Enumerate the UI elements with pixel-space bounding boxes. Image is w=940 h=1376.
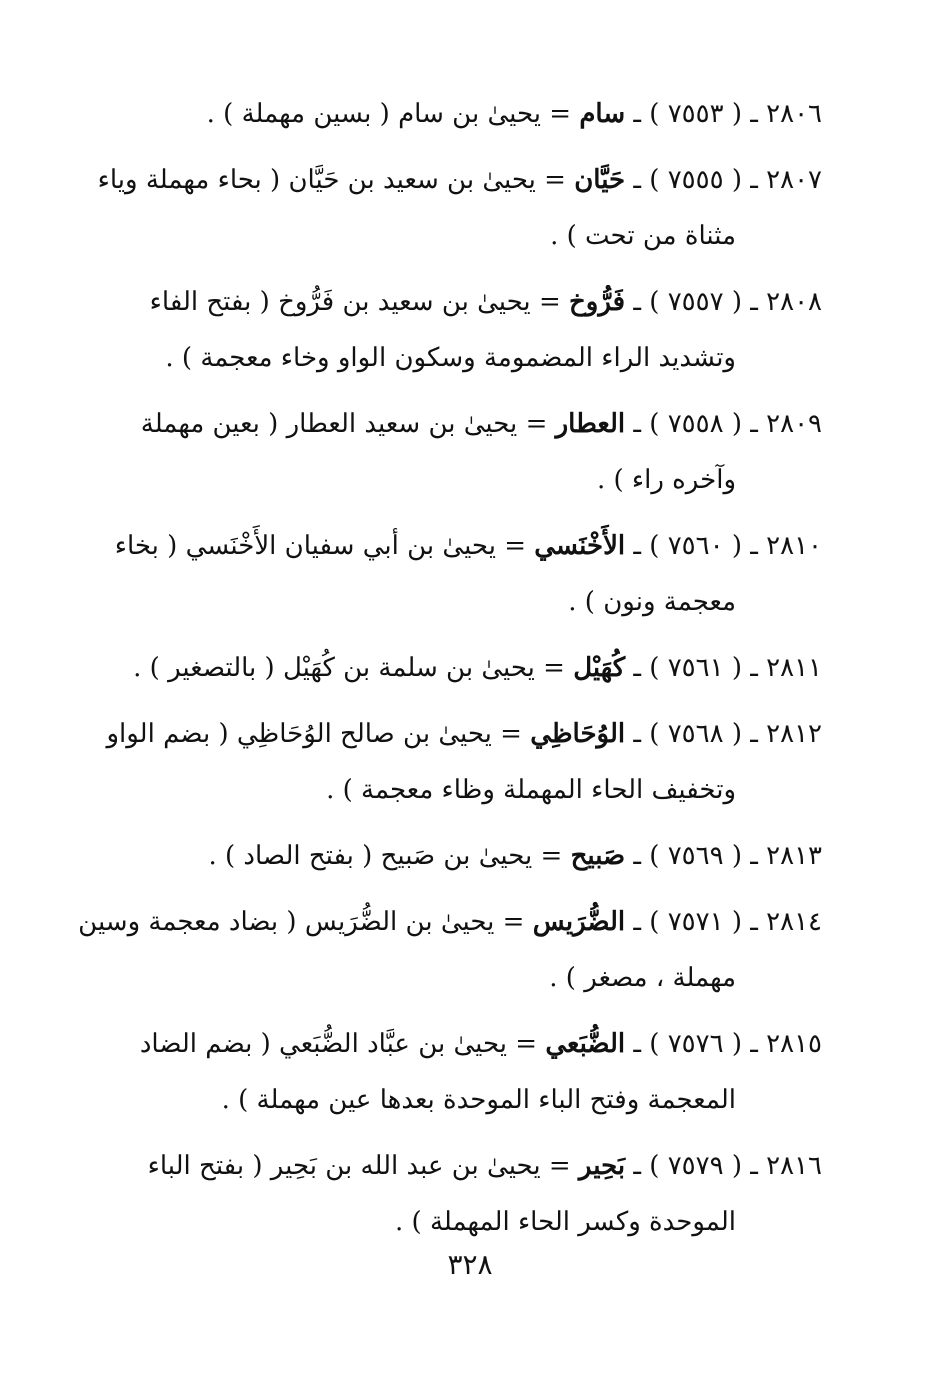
entry xyxy=(70,396,822,508)
entry-nisba: كُهَيْل xyxy=(573,653,626,683)
entry xyxy=(70,518,822,630)
dash-separator: ـ xyxy=(750,99,758,129)
dash-separator: ـ xyxy=(750,653,758,683)
equals-separator: = xyxy=(548,1151,571,1181)
entry-reference: ( ٧٥٦١ ) xyxy=(649,653,742,683)
dash-separator: ـ xyxy=(633,1029,642,1059)
entry-reference: ( ٧٥٥٧ ) xyxy=(649,287,742,317)
entry-note-continuation: الموحدة وكسر الحاء المهملة ) . xyxy=(395,1207,736,1237)
entry-reference: ( ٧٥٦٠ ) xyxy=(649,531,742,561)
entry xyxy=(70,706,822,818)
entry-reference: ( ٧٥٦٩ ) xyxy=(649,841,742,871)
entry-reference: ( ٧٥٧٩ ) xyxy=(649,1151,742,1181)
entry-full-name: يحيىٰ بن صالح الوُحَاظِي xyxy=(236,719,492,749)
entry-note: ( بضم الواو xyxy=(106,719,229,749)
entry-note-continuation: وتخفيف الحاء المهملة وظاء معجمة ) . xyxy=(326,775,736,805)
entry-number: ٢٨١٣ xyxy=(766,841,822,871)
dash-separator: ـ xyxy=(750,1151,758,1181)
entry-full-name: يحيىٰ بن سعيد بن فَرُّوخ xyxy=(278,287,531,317)
dash-separator: ـ xyxy=(633,531,642,561)
entry xyxy=(70,1138,822,1250)
entry-number: ٢٨١٥ xyxy=(766,1029,822,1059)
entry-note-continuation: مثناة من تحت ) . xyxy=(550,221,736,251)
entry-nisba: حَيَّان xyxy=(574,165,626,195)
entry-nisba: بَحِير xyxy=(578,1151,626,1181)
entry-nisba: سام xyxy=(579,99,626,129)
entry-full-name: يحيىٰ بن صَبيح xyxy=(380,841,533,871)
dash-separator: ـ xyxy=(633,165,642,195)
equals-separator: = xyxy=(543,653,565,683)
equals-separator: = xyxy=(500,719,522,749)
entry-full-name: يحيىٰ بن سعيد بن حَيَّان xyxy=(288,165,536,195)
equals-separator: = xyxy=(549,99,572,129)
dash-separator: ـ xyxy=(750,531,758,561)
entry-note-continuation: وتشديد الراء المضمومة وسكون الواو وخاء معجمة ) . xyxy=(165,343,736,373)
entry-number: ٢٨١٤ xyxy=(766,907,822,937)
entry-number: ٢٨١١ xyxy=(766,653,822,683)
equals-separator: = xyxy=(502,907,525,937)
entry-nisba: الوُحَاظِي xyxy=(530,719,626,749)
dash-separator: ـ xyxy=(633,1151,642,1181)
dash-separator: ـ xyxy=(633,99,642,129)
entry-reference: ( ٧٥٥٨ ) xyxy=(649,409,742,439)
entry-note: ( بفتح الصاد ) . xyxy=(208,841,373,871)
page-number: ٣٢٨ xyxy=(447,1248,493,1281)
entry-reference: ( ٧٥٧٦ ) xyxy=(649,1029,742,1059)
dash-separator: ـ xyxy=(633,907,642,937)
equals-separator: = xyxy=(515,1029,538,1059)
entry xyxy=(70,274,822,386)
dash-separator: ـ xyxy=(750,907,758,937)
document-body xyxy=(70,86,822,1260)
entry-note: ( بضاد معجمة وسين xyxy=(78,907,297,937)
dash-separator: ـ xyxy=(633,287,642,317)
entry-note: ( بحاء مهملة وياء xyxy=(97,165,281,195)
entry xyxy=(70,894,822,1006)
dash-separator: ـ xyxy=(750,719,758,749)
equals-separator: = xyxy=(544,165,566,195)
entry-reference: ( ٧٥٧١ ) xyxy=(649,907,742,937)
entry-number: ٢٨٠٦ xyxy=(766,99,822,129)
entry-note: ( بضم الضاد xyxy=(139,1029,271,1059)
entry-note: ( بفتح الفاء xyxy=(149,287,270,317)
entry-reference: ( ٧٥٥٣ ) xyxy=(649,99,742,129)
dash-separator: ـ xyxy=(633,719,642,749)
entry-note-continuation: مهملة ، مصغر ) . xyxy=(549,963,736,993)
dash-separator: ـ xyxy=(750,409,758,439)
entry xyxy=(70,640,822,696)
entry-full-name: يحيىٰ بن عبَّاد الضُّبَعي xyxy=(279,1029,508,1059)
entry-note: ( بفتح الباء xyxy=(147,1151,263,1181)
entry-nisba: العطار xyxy=(555,409,626,439)
dash-separator: ـ xyxy=(750,1029,758,1059)
entry-note: ( بسين مهملة ) . xyxy=(206,99,390,129)
entry xyxy=(70,86,822,142)
entry-full-name: يحيىٰ بن سعيد العطار xyxy=(286,409,518,439)
entry-reference: ( ٧٥٥٥ ) xyxy=(649,165,742,195)
entry-full-name: يحيىٰ بن أبي سفيان الأَخْنَسي xyxy=(185,531,496,561)
entry-nisba: فَرُّوخ xyxy=(569,287,626,317)
entry-nisba: الضُّرَيس xyxy=(532,907,626,937)
entry-note-continuation: المعجمة وفتح الباء الموحدة بعدها عين مهملة ) . xyxy=(221,1085,736,1115)
entry-note-continuation: معجمة ونون ) . xyxy=(568,587,736,617)
entry-note-continuation: وآخره راء ) . xyxy=(596,465,736,495)
entry-nisba: الضُّبَعي xyxy=(545,1029,626,1059)
entry-full-name: يحيىٰ بن الضُّرَيس xyxy=(304,907,495,937)
entry-nisba: صَبيح xyxy=(570,841,626,871)
entry-number: ٢٨١٦ xyxy=(766,1151,822,1181)
dash-separator: ـ xyxy=(633,409,642,439)
entry-note: ( بالتصغير ) . xyxy=(133,653,275,683)
entry-nisba: الأَخْنَسي xyxy=(534,531,626,561)
dash-separator: ـ xyxy=(750,287,758,317)
entry-number: ٢٨٠٩ xyxy=(766,409,822,439)
entry-full-name: يحيىٰ بن عبد الله بن بَحِير xyxy=(270,1151,541,1181)
equals-separator: = xyxy=(540,841,563,871)
entry-number: ٢٨٠٧ xyxy=(766,165,822,195)
dash-separator: ـ xyxy=(633,653,642,683)
entry-number: ٢٨١٠ xyxy=(766,531,822,561)
entry-number: ٢٨١٢ xyxy=(766,719,822,749)
entry-full-name: يحيىٰ بن سام xyxy=(398,99,541,129)
entry-list xyxy=(70,86,822,1250)
entry xyxy=(70,152,822,264)
dash-separator: ـ xyxy=(633,841,642,871)
entry-full-name: يحيىٰ بن سلمة بن كُهَيْل xyxy=(282,653,535,683)
equals-separator: = xyxy=(504,531,527,561)
entry xyxy=(70,1016,822,1128)
entry-note: ( بخاء xyxy=(114,531,178,561)
equals-separator: = xyxy=(525,409,548,439)
equals-separator: = xyxy=(538,287,561,317)
dash-separator: ـ xyxy=(750,165,758,195)
entry-note: ( بعين مهملة xyxy=(140,409,279,439)
entry-number: ٢٨٠٨ xyxy=(766,287,822,317)
dash-separator: ـ xyxy=(750,841,758,871)
entry xyxy=(70,828,822,884)
entry-reference: ( ٧٥٦٨ ) xyxy=(649,719,742,749)
